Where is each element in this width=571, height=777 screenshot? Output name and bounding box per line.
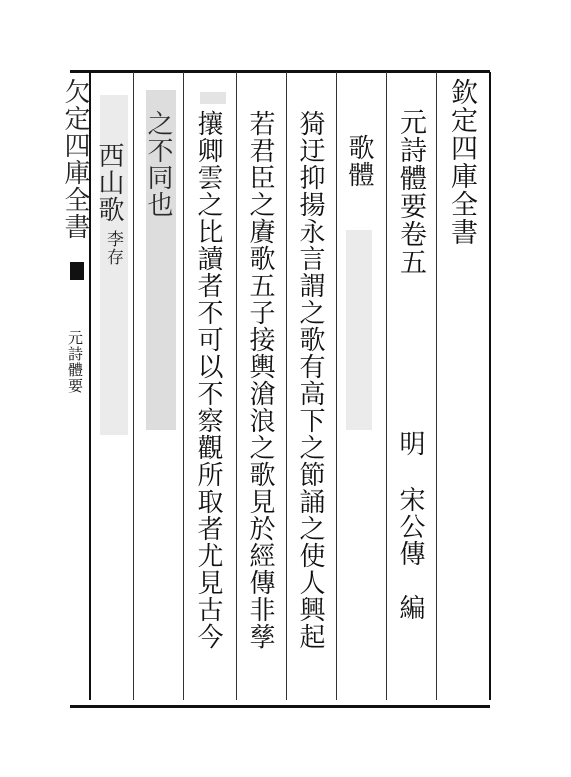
column-rule bbox=[236, 72, 237, 700]
book-title: 元詩體要卷五 bbox=[395, 108, 426, 276]
author: 宋公傳 bbox=[395, 486, 425, 567]
fishtail-mark bbox=[70, 262, 84, 280]
column-rule bbox=[286, 72, 287, 700]
column-rule bbox=[336, 72, 337, 700]
poem-author: 李存 bbox=[103, 230, 123, 266]
column-rule bbox=[183, 72, 184, 700]
column-rule bbox=[133, 72, 134, 700]
editor-role: 編 bbox=[395, 594, 425, 621]
body-line: 若君臣之賡歌五子接輿滄浪之歌見於經傳非孳 bbox=[245, 110, 275, 650]
column-rule bbox=[489, 72, 491, 700]
scan-noise bbox=[200, 92, 226, 104]
left-edge-header-fragment: 欠定四庫全書 bbox=[60, 78, 90, 240]
collection-title: 欽定四庫全書 bbox=[446, 78, 477, 246]
margin-label: 元詩體要 bbox=[66, 330, 84, 394]
body-line: 之不同也 bbox=[143, 110, 173, 218]
poem-title: 西山歌 bbox=[94, 142, 124, 223]
scan-noise bbox=[100, 95, 128, 435]
section-heading: 歌體 bbox=[344, 134, 374, 188]
scan-noise bbox=[143, 90, 176, 430]
column-rule bbox=[386, 72, 387, 700]
body-line: 猗迂抑揚永言謂之歌有高下之節誦之使人興起 bbox=[295, 110, 325, 650]
column-rule bbox=[436, 72, 437, 700]
body-line: 攘卿雲之比讀者不可以不察觀所取者尤見古今 bbox=[193, 110, 223, 650]
scan-noise bbox=[346, 230, 372, 430]
dynasty: 明 bbox=[395, 430, 425, 457]
